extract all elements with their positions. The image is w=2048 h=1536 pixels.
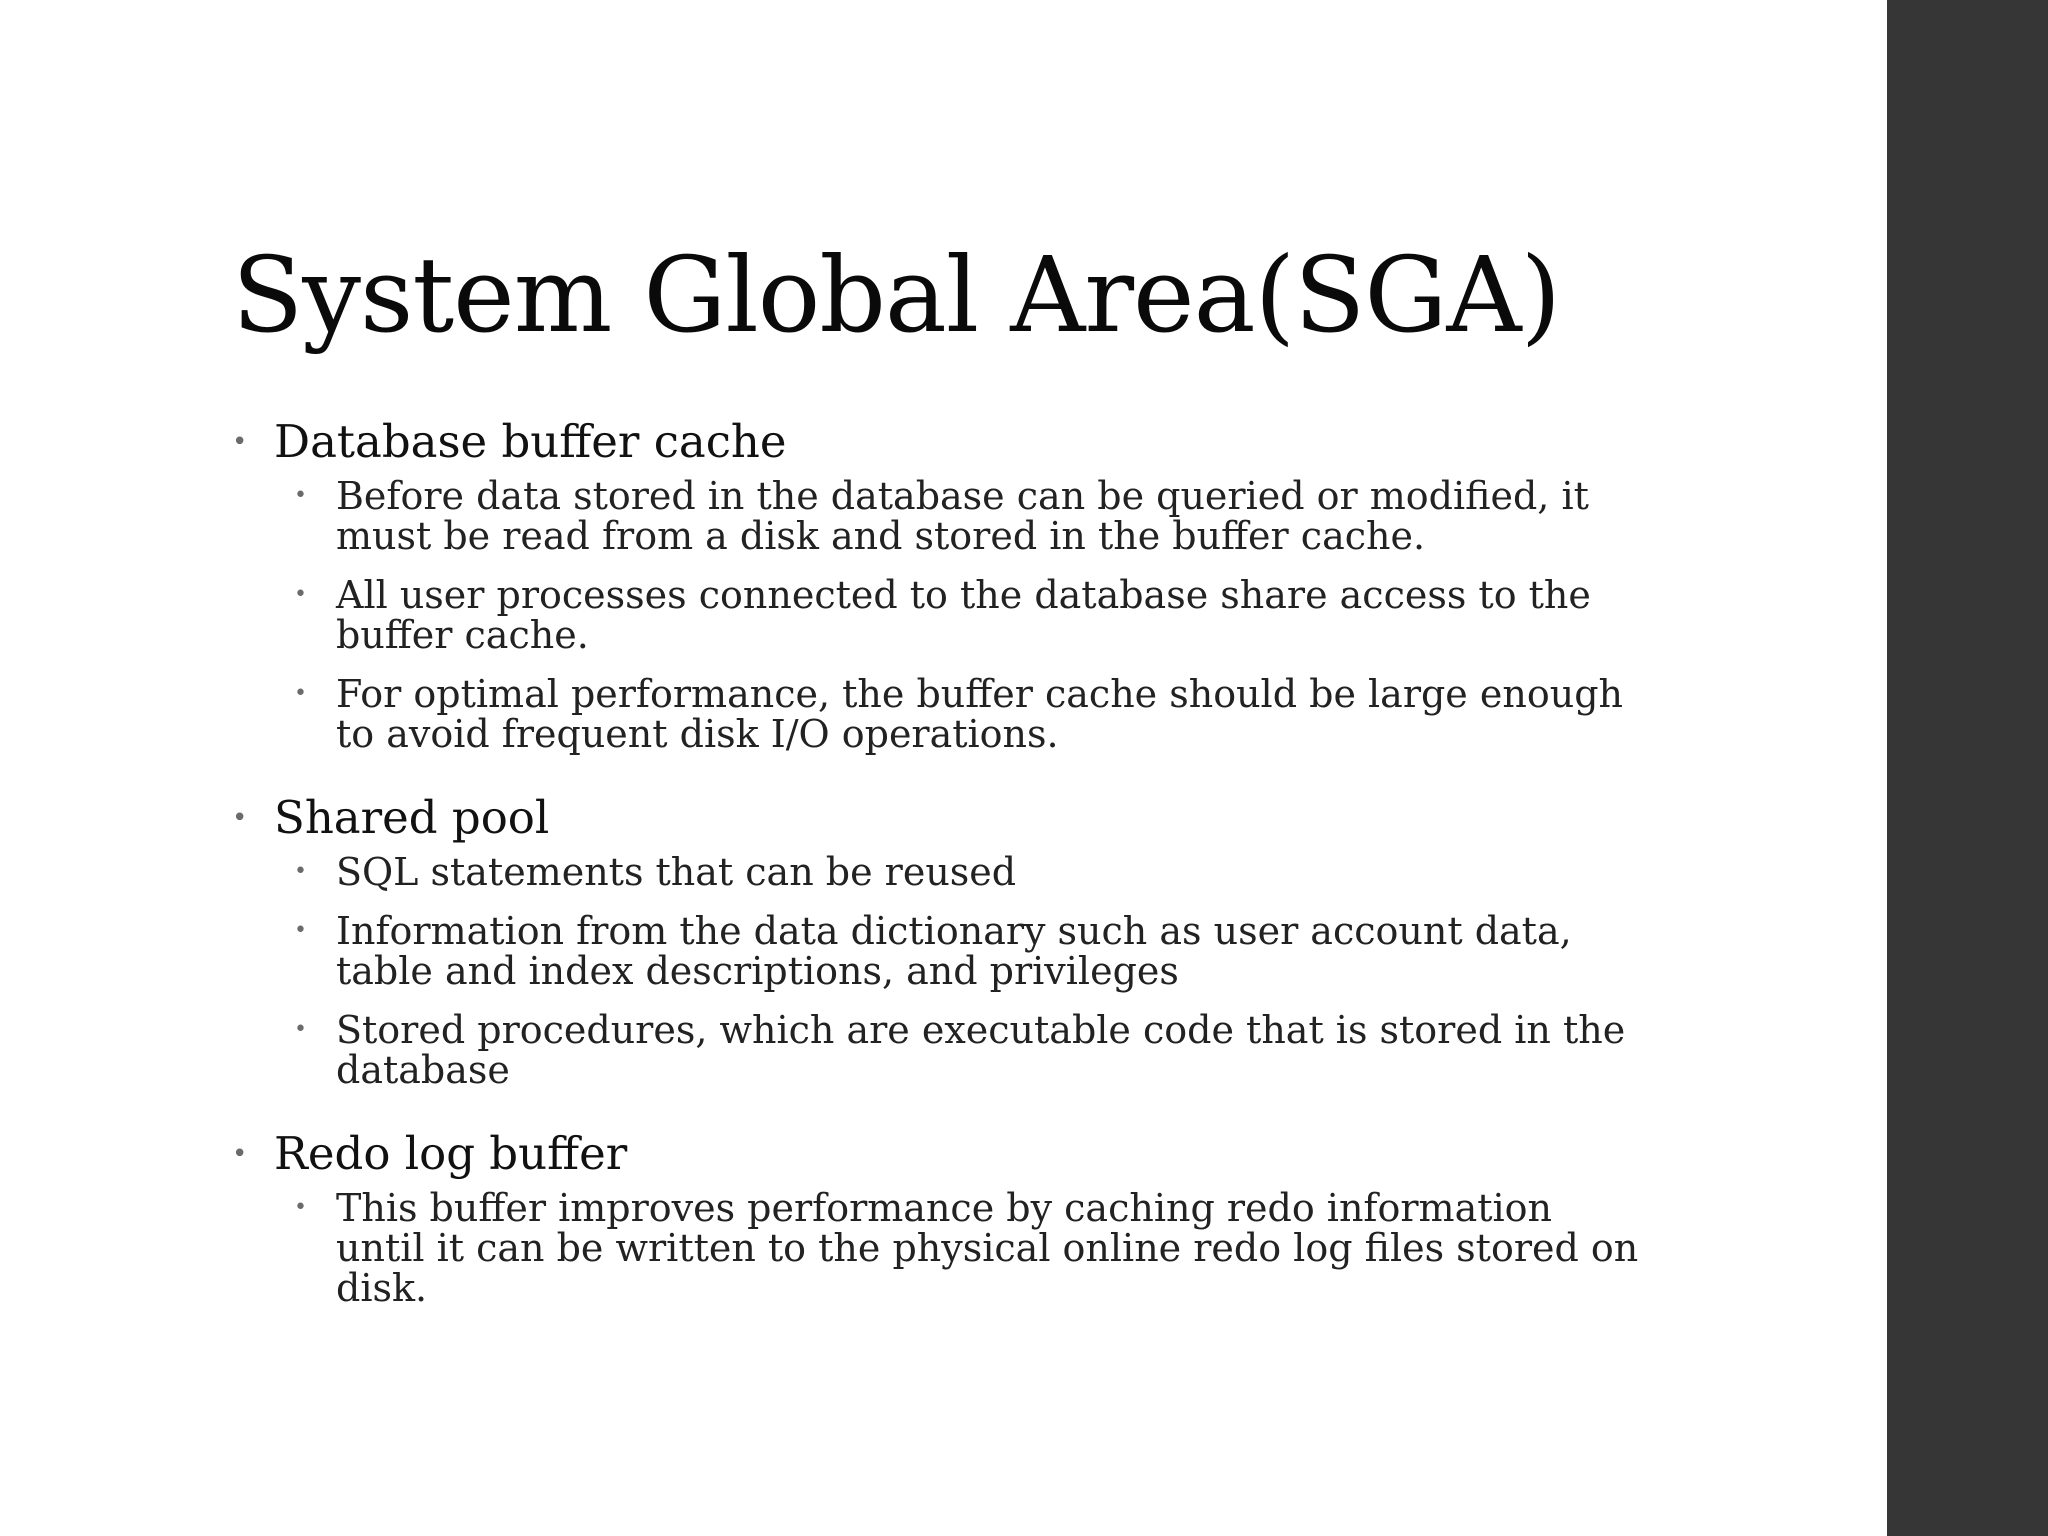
slide-content bbox=[230, 412, 1650, 1342]
bullet-dot-icon: • bbox=[294, 918, 307, 943]
slide-title: System Global Area(SGA) bbox=[232, 234, 1561, 356]
bullet-dot-icon: • bbox=[294, 681, 307, 706]
bullet-text: For optimal performance, the buffer cache should be large enough to avoid frequent disk I/O operations. bbox=[336, 672, 1623, 756]
bullet-level1 bbox=[230, 788, 1650, 848]
bullet-text: All user processes connected to the database share access to the buffer cache. bbox=[336, 573, 1591, 657]
sub-list bbox=[230, 852, 1650, 1090]
bullet-dot-icon: • bbox=[232, 427, 248, 457]
side-bar bbox=[1887, 0, 2048, 1536]
section-redo-log-buffer bbox=[230, 1124, 1650, 1308]
bullet-level2 bbox=[230, 476, 1650, 556]
bullet-text: SQL statements that can be reused bbox=[336, 850, 1017, 894]
bullet-level1 bbox=[230, 1124, 1650, 1184]
bullet-dot-icon: • bbox=[294, 483, 307, 508]
section-heading: Shared pool bbox=[274, 791, 550, 844]
bullet-text: Stored procedures, which are executable code that is stored in the database bbox=[336, 1008, 1626, 1092]
bullet-dot-icon: • bbox=[294, 1017, 307, 1042]
bullet-level2 bbox=[230, 852, 1650, 892]
bullet-level2 bbox=[230, 911, 1650, 991]
sub-list bbox=[230, 476, 1650, 754]
bullet-text: Information from the data dictionary such as user account data, table and index descriptions, and privileges bbox=[336, 909, 1572, 993]
section-heading: Database buffer cache bbox=[274, 415, 787, 468]
section-shared-pool bbox=[230, 788, 1650, 1090]
bullet-dot-icon: • bbox=[294, 1195, 307, 1220]
sub-list bbox=[230, 1188, 1650, 1308]
bullet-level1 bbox=[230, 412, 1650, 472]
section-heading: Redo log buffer bbox=[274, 1127, 628, 1180]
bullet-dot-icon: • bbox=[294, 582, 307, 607]
bullet-text: This buffer improves performance by caching redo information until it can be written to the physical online redo log files stored on disk. bbox=[336, 1186, 1639, 1310]
bullet-dot-icon: • bbox=[294, 859, 307, 884]
bullet-level2 bbox=[230, 575, 1650, 655]
bullet-text: Before data stored in the database can be queried or modified, it must be read from a disk and stored in the buffer cache. bbox=[336, 474, 1589, 558]
bullet-dot-icon: • bbox=[232, 1139, 248, 1169]
bullet-level2 bbox=[230, 1010, 1650, 1090]
bullet-level2 bbox=[230, 674, 1650, 754]
bullet-dot-icon: • bbox=[232, 803, 248, 833]
section-database-buffer-cache bbox=[230, 412, 1650, 754]
bullet-level2 bbox=[230, 1188, 1650, 1308]
